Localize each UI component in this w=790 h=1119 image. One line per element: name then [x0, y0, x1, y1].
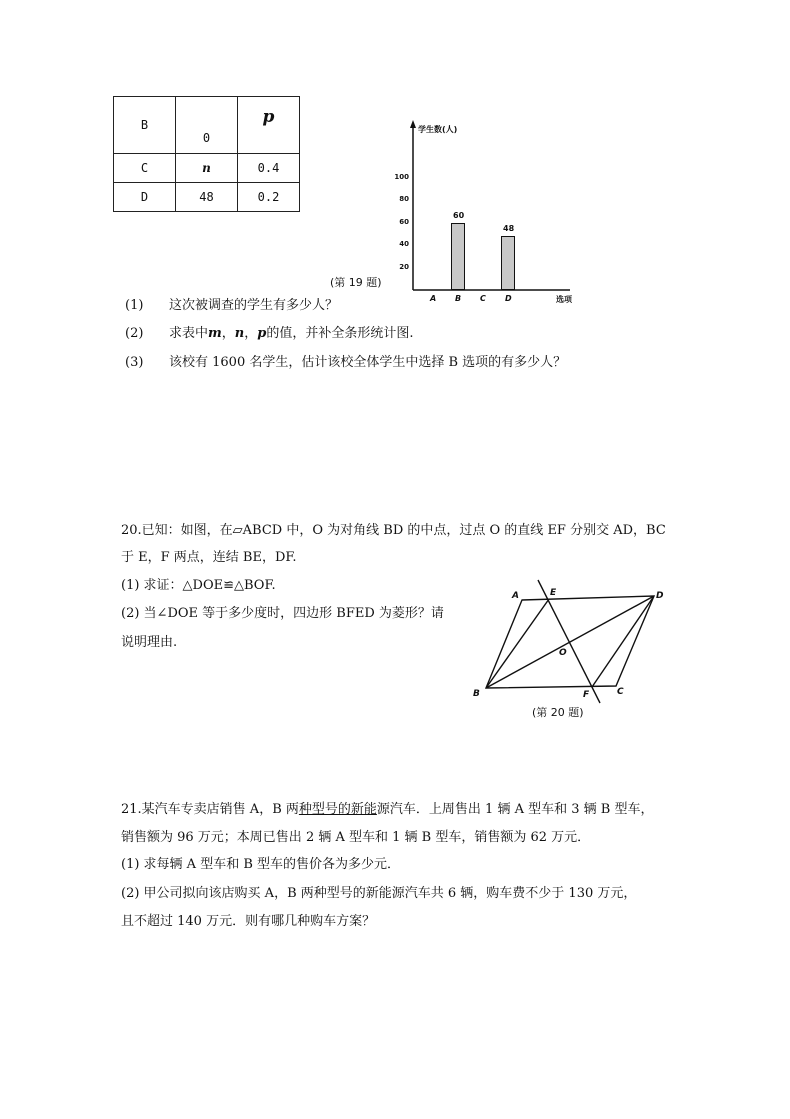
item-number: (3) — [125, 355, 144, 370]
underlined-text: 种型号的新能 — [298, 802, 377, 817]
item-text: 的值，并补全条形统计图. — [266, 326, 414, 341]
point-label-d: D — [656, 591, 664, 601]
q21-part-2-cont: 且不超过 140 万元．则有哪几种购车方案？ — [121, 914, 376, 929]
y-tick-label: 20 — [399, 262, 409, 271]
y-tick-label: 40 — [399, 240, 409, 249]
separator: ， — [221, 326, 235, 341]
y-axis-arrow — [410, 120, 416, 128]
figure-caption-19: (第 19 题) — [330, 276, 382, 289]
table-cell-var-p: p — [238, 97, 300, 154]
y-tick-label: 60 — [399, 217, 409, 226]
point-label-f: F — [583, 690, 590, 700]
text-run: 源汽车．上周售出 1 辆 A 型车和 3 辆 B 型车， — [376, 802, 654, 817]
q21-line-2: 销售额为 96 万元；本周已售出 2 辆 A 型车和 1 辆 B 型车，销售额为 62 万元． — [121, 830, 591, 845]
text-run: 21.某汽车专卖店销售 A，B 两 — [121, 802, 299, 817]
bar-b — [451, 223, 465, 290]
figure-caption-20: (第 20 题) — [532, 706, 584, 719]
item-number: (2) — [125, 326, 144, 341]
table-cell: B — [114, 97, 176, 154]
q21-part-1: (1) 求每辆 A 型车和 B 型车的售价各为多少元． — [121, 857, 401, 872]
parallelogram-figure — [470, 576, 690, 716]
item-number: (1) — [125, 298, 144, 313]
q21-line-1 — [121, 798, 653, 817]
x-tick-label: C — [480, 294, 486, 303]
table-cell: C — [114, 154, 176, 183]
table-cell: D — [114, 183, 176, 212]
bar-chart — [370, 118, 590, 303]
q19-item-1 — [125, 294, 338, 313]
table-cell: 0 — [176, 97, 238, 154]
q20-line-1: 20.已知：如图，在▱ABCD 中，O 为对角线 BD 的中点，过点 O 的直线 EF 分别交 AD，BC — [121, 523, 666, 538]
q21-part-2: (2) 甲公司拟向该店购买 A，B 两种型号的新能源汽车共 6 辆，购车费不少于 130 万元， — [121, 886, 637, 901]
x-tick-label: B — [455, 294, 462, 303]
x-tick-label: D — [505, 294, 512, 303]
y-axis-label: 学生数(人) — [418, 125, 458, 134]
q20-part-2-cont: 说明理由. — [121, 635, 178, 650]
x-tick-label: A — [430, 294, 437, 303]
segment-df — [592, 596, 654, 687]
var-n: n — [234, 326, 245, 341]
y-tick-label: 100 — [394, 173, 409, 181]
table-cell: 48 — [176, 183, 238, 212]
x-axis-label: 选项 — [556, 295, 572, 304]
q20-part-1: (1) 求证：△DOE≌△BOF. — [121, 578, 276, 593]
data-label: 48 — [503, 224, 515, 234]
point-label-b: B — [473, 689, 480, 699]
table-row — [114, 154, 300, 183]
table-row — [114, 97, 300, 154]
separator: ， — [244, 326, 258, 341]
point-label-o: O — [559, 648, 567, 658]
table-cell-var-n: n — [176, 154, 238, 183]
item-text: 求表中 — [169, 326, 209, 341]
y-tick-label: 80 — [399, 195, 409, 204]
point-label-e: E — [550, 588, 557, 598]
var-m: m — [208, 326, 222, 341]
item-text: 这次被调查的学生有多少人？ — [169, 298, 339, 313]
q19-item-3 — [125, 351, 566, 370]
chart-axes — [370, 118, 590, 303]
point-label-a: A — [512, 591, 519, 601]
bar-d — [501, 236, 515, 290]
frequency-table — [113, 96, 300, 212]
var-p: p — [257, 326, 267, 341]
item-text: 该校有 1600 名学生，估计该校全体学生中选择 B 选项的有多少人？ — [169, 355, 567, 370]
table-cell: 0.4 — [238, 154, 300, 183]
q20-line-2: 于 E，F 两点，连结 BE，DF. — [121, 550, 297, 565]
q20-part-2: (2) 当∠DOE 等于多少度时，四边形 BFED 为菱形？请 — [121, 606, 444, 621]
table-row — [114, 183, 300, 212]
q19-item-2 — [125, 322, 414, 341]
table-cell: 0.2 — [238, 183, 300, 212]
data-label: 60 — [453, 210, 465, 220]
point-label-c: C — [617, 687, 624, 697]
